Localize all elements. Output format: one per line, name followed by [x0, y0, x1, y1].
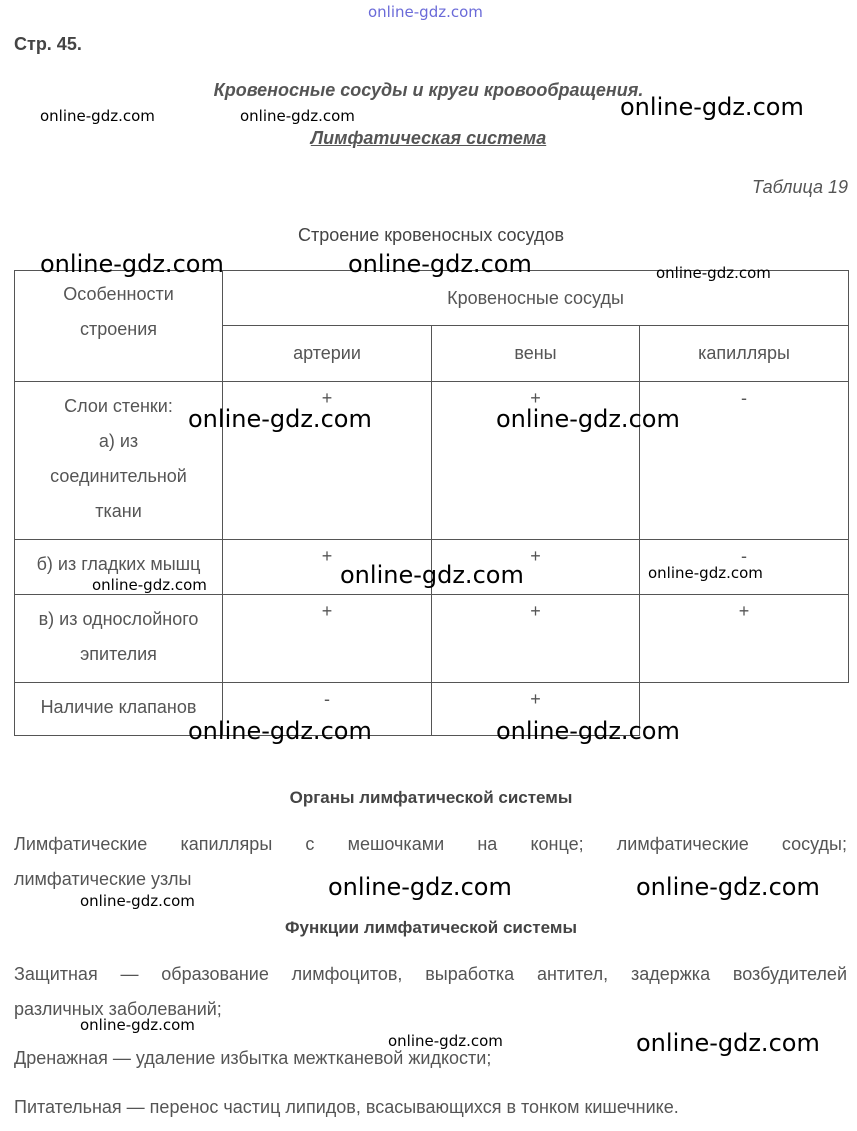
heading-line-2: Лимфатическая система	[310, 128, 547, 148]
vessels-header: Кровеносные сосуды	[223, 271, 849, 326]
function-drainage: Дренажная — удаление избытка межтканевой жидкости;	[14, 1048, 492, 1068]
watermark: online-gdz.com	[80, 892, 195, 910]
lymph-organs-heading: Органы лимфатической системы	[289, 788, 573, 807]
row-label-epithelium: в) из однослойного эпителия	[15, 595, 223, 683]
row-label-valves: Наличие клапанов	[15, 683, 223, 736]
watermark: online-gdz.com	[648, 564, 763, 582]
column-header-capillaries: капилляры	[640, 326, 849, 382]
vessel-structure-table	[14, 270, 849, 736]
cell-value: +	[432, 595, 640, 683]
watermark: online-gdz.com	[40, 250, 224, 278]
column-header-arteries: артерии	[223, 326, 432, 382]
watermark: online-gdz.com	[636, 873, 820, 901]
watermark: online-gdz.com	[188, 405, 372, 433]
watermark: online-gdz.com	[40, 107, 155, 125]
table-row	[15, 595, 849, 683]
watermark: online-gdz.com	[340, 561, 524, 589]
table-number: Таблица 19	[751, 177, 848, 197]
watermark: online-gdz.com	[496, 717, 680, 745]
watermark: online-gdz.com	[92, 576, 207, 594]
cell-value: +	[223, 595, 432, 683]
cell-value: -	[223, 683, 432, 736]
cell-value: +	[640, 595, 849, 683]
cell-value: +	[432, 382, 640, 540]
watermark: online-gdz.com	[188, 717, 372, 745]
function-protective-line-2: различных заболеваний;	[14, 999, 222, 1019]
watermark: online-gdz.com	[620, 93, 804, 121]
row-label-smooth-muscle: б) из гладких мышц	[15, 540, 223, 595]
watermark: online-gdz.com	[388, 1032, 503, 1050]
column-header-veins: вены	[432, 326, 640, 382]
row-label-connective: Слои стенки: а) из соединительной ткани	[15, 382, 223, 540]
watermark: online-gdz.com	[636, 1029, 820, 1057]
heading-line-1: Кровеносные сосуды и круги кровообращения.	[213, 80, 644, 100]
function-protective-line-1: Защитная — образование лимфоцитов, выработка антител, задержка возбудителей	[14, 964, 847, 984]
watermark: online-gdz.com	[328, 873, 512, 901]
features-header: Особенности строения	[15, 271, 223, 382]
table-row	[15, 382, 849, 540]
page-number: Стр. 45.	[14, 34, 82, 54]
lymph-organs-text-line-1: Лимфатические капилляры с мешочками на конце; лимфатические сосуды;	[14, 834, 847, 854]
table-caption: Строение кровеносных сосудов	[297, 225, 565, 245]
lymph-organs-text-line-2: лимфатические узлы	[14, 869, 192, 889]
cell-value: +	[432, 683, 640, 736]
site-watermark-top: online-gdz.com	[368, 3, 483, 21]
watermark: online-gdz.com	[80, 1016, 195, 1034]
function-nutritive: Питательная — перенос частиц липидов, всасывающихся в тонком кишечнике.	[14, 1097, 679, 1117]
cell-value: -	[640, 382, 849, 540]
watermark: online-gdz.com	[240, 107, 355, 125]
cell-value: +	[223, 382, 432, 540]
cell-value: +	[223, 540, 432, 595]
cell-value: +	[432, 540, 640, 595]
watermark: online-gdz.com	[656, 264, 771, 282]
watermark: online-gdz.com	[496, 405, 680, 433]
cell-value: -	[640, 540, 849, 595]
watermark: online-gdz.com	[348, 250, 532, 278]
table-row	[15, 683, 849, 736]
lymph-functions-heading: Функции лимфатической системы	[285, 918, 577, 937]
